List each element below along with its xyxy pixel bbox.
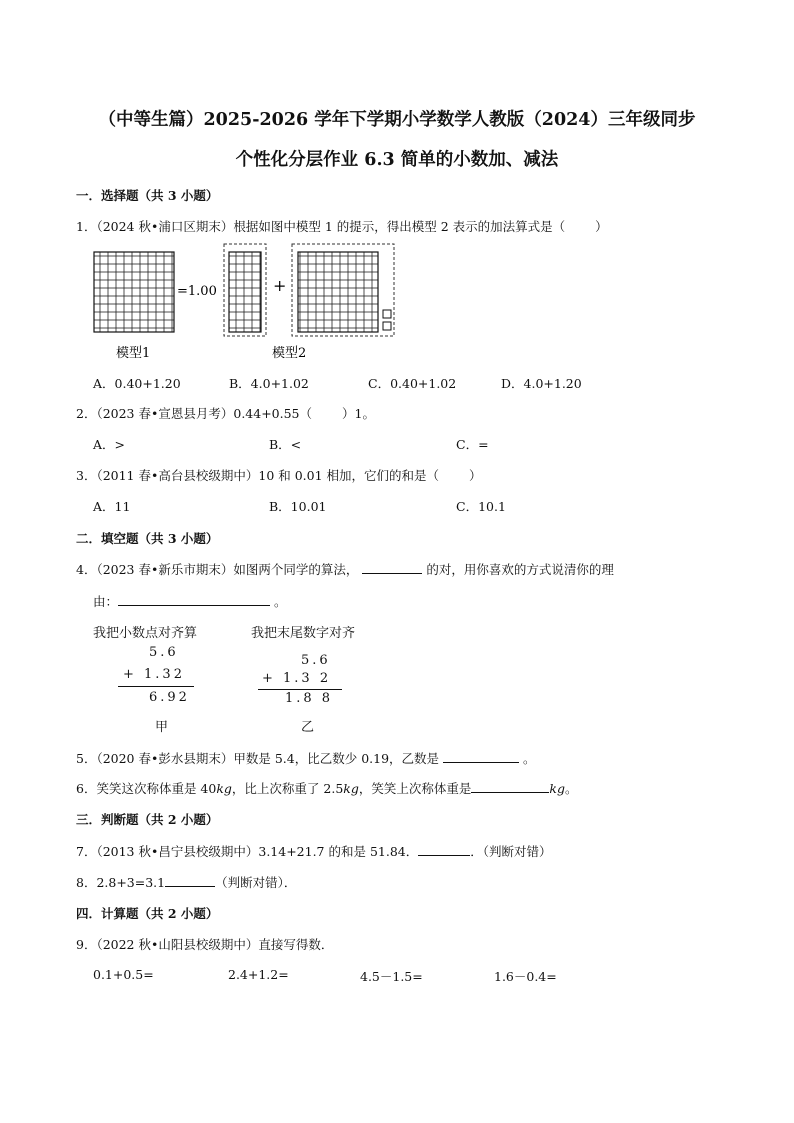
q3-option-a[interactable]: A．11 [93,499,131,514]
q4-left-caption: 我把小数点对齐算 [93,626,198,641]
question-1-text: 1．（2024 秋•浦口区期末）根据如图中模型 1 的提示，得出模型 2 表示的加法算式是（ [76,219,566,234]
question-3-text: 3．（2011 春•高台县校级期中）10 和 0.01 相加，它们的和是（ [76,468,440,483]
q2-option-a[interactable]: A．> [93,437,126,452]
q9-item[interactable]: 0.1+0.5= [93,967,154,982]
question-2-text: 2．（2023 春•宣恩县月考）0.44+0.55（ [76,406,312,421]
model-2-caption: 模型2 [272,346,307,361]
question-1: 1．（2024 秋•浦口区期末）根据如图中模型 1 的提示，得出模型 2 表示的加法算式是（ ） [76,219,608,234]
q3-option-c[interactable]: C．10.1 [456,499,506,514]
question-6-text: 6．笑笑这次称体重是 40 [76,781,217,796]
answer-blank[interactable] [418,843,470,856]
q4-right-caption: 我把末尾数字对齐 [251,626,356,641]
question-4-text: 4．（2023 春•新乐市期末）如图两个同学的算法， [76,562,359,577]
q1-model-figure [76,240,416,365]
question-3: 3．（2011 春•高台县校级期中）10 和 0.01 相加，它们的和是（ ） [76,468,482,483]
q4-right-result: 1.8 8 [285,691,334,706]
question-6: 6．笑笑这次称体重是 40kg，比上次称重了 2.5kg，笑笑上次称体重是 kg。 [76,781,578,796]
page-title-line2: 个性化分层作业 6.3 简单的小数加、减法 [235,150,559,170]
model-1-grid [94,252,174,332]
answer-blank[interactable] [362,561,422,574]
section-fill-heading: 二．填空题（共 3 小题） [76,531,219,546]
model-2-columns [229,252,261,332]
q1-option-d[interactable]: D．4.0+1.20 [501,376,582,391]
question-8-text: 8．2.8+3=3.1 [76,875,166,890]
question-7-text: 7．（2013 秋•昌宁县校级期中）3.14+21.7 的和是 51.84． [76,844,419,859]
section-choice-heading: 一．选择题（共 3 小题） [76,188,219,203]
model-1-caption: 模型1 [116,346,151,361]
q3-option-b[interactable]: B．10.01 [269,499,327,514]
q2-option-c[interactable]: C．= [456,437,489,452]
q1-option-b[interactable]: B．4.0+1.02 [229,376,309,391]
section-calc-heading: 四．计算题（共 2 小题） [76,906,219,921]
page-title-line1: （中等生篇）2025-2026 学年下学期小学数学人教版（2024）三年级同步 [98,110,696,130]
question-2: 2．（2023 春•宣恩县月考）0.44+0.55（ ）1。 [76,406,375,421]
model-2-small-square [383,310,391,318]
question-4: 4．（2023 春•新乐市期末）如图两个同学的算法， 的对，用你喜欢的方式说清你的理 [76,562,614,577]
q4-right-addend: + 1.3 2 [262,671,332,686]
q2-option-b[interactable]: B．< [269,437,302,452]
question-4-line2: 由： 。 [93,594,287,609]
model-2-small-square [383,322,391,330]
question-9-text: 9．（2022 秋•山阳县校级期中）直接写得数． [76,937,334,952]
q9-item[interactable]: 4.5－1.5= [360,969,423,984]
q1-option-c[interactable]: C．0.40+1.02 [368,376,457,391]
q4-left-name: 甲 [155,720,169,735]
answer-blank[interactable] [471,780,549,793]
q4-right-sum-line [258,689,342,690]
question-5: 5．（2020 春•彭水县期末）甲数是 5.4，比乙数少 0.19，乙数是 。 [76,751,536,766]
question-5-text: 5．（2020 春•彭水县期末）甲数是 5.4，比乙数少 0.19，乙数是 [76,751,440,766]
plus-sign: + [273,276,287,295]
q4-left-result: 6.92 [149,690,190,705]
q4-left-addend: + 1.32 [123,667,185,682]
q4-right-top-number: 5.6 [301,653,331,668]
section-judge-heading: 三．判断题（共 2 小题） [76,812,219,827]
answer-blank[interactable] [165,874,215,887]
question-7: 7．（2013 秋•昌宁县校级期中）3.14+21.7 的和是 51.84． ．（判断对错） [76,844,552,859]
q9-item[interactable]: 2.4+1.2= [228,967,289,982]
answer-blank[interactable] [118,593,270,606]
question-8: 8．2.8+3=3.1 （判断对错）． [76,875,297,890]
equals-one-label: =1.00 [177,284,217,299]
q1-option-a[interactable]: A．0.40+1.20 [93,376,181,391]
answer-blank[interactable] [443,750,519,763]
q4-left-top-number: 5.6 [149,645,179,660]
q9-item[interactable]: 1.6－0.4= [494,969,557,984]
q4-left-sum-line [118,686,194,687]
q4-right-name: 乙 [301,720,315,735]
model-2-grid [298,252,378,332]
